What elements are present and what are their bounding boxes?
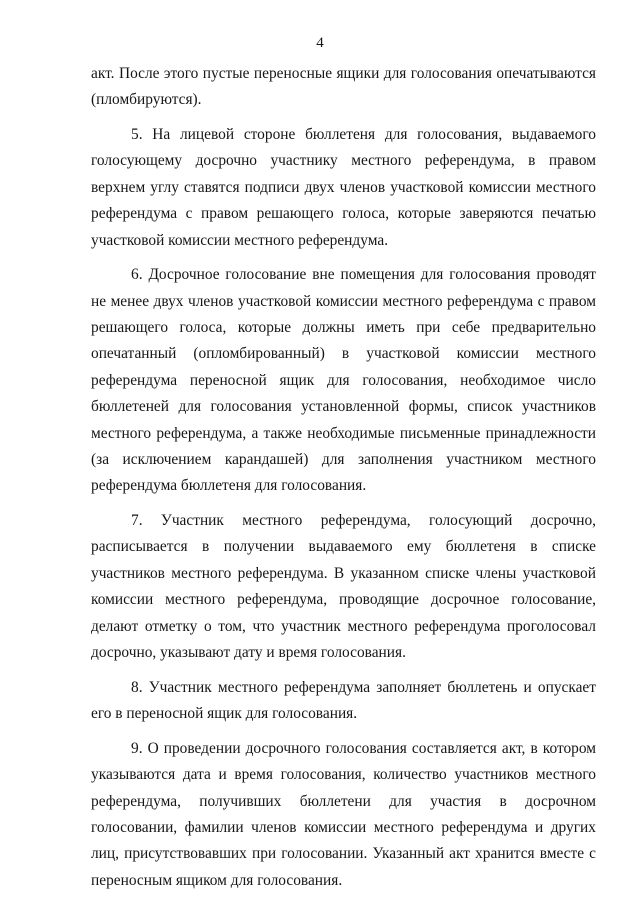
page-number: 4 (316, 35, 324, 51)
paragraph-continuation: акт. После этого пустые переносные ящики для голосования опечатываются (пломбируются). (91, 65, 596, 109)
paragraph-item-5: 5. На лицевой стороне бюллетеня для голосования, выдаваемого голосующему досрочно участнику местного референдума, в правом верхнем углу ставятся подписи двух членов участковой комиссии местного референдума с правом решающего голоса, которые заверяются печатью участковой комиссии местного референдума. (91, 126, 596, 249)
paragraph-item-9: 9. О проведении досрочного голосования составляется акт, в котором указываются дата и время голосования, количество участников местного референдума, получивших бюллетени для участия в досрочном голосовании, фамилии членов комиссии местного референдума и других лиц, присутствовавших при голосовании. Указанный акт хранится вместе с переносным ящиком для голосования. (91, 739, 596, 889)
paragraph-item-8: 8. Участник местного референдума заполняет бюллетень и опускает его в переносной ящик для голосования. (91, 678, 596, 723)
paragraph-item-6: 6. Досрочное голосование вне помещения для голосования проводят не менее двух членов участковой комиссии местного референдума с правом решающего голоса, которые должны иметь при себе предварительно опечатанный (опломбированный) в участковой комиссии местного референдума переносной ящик для голосования, необходимое число бюллетеней для голосования установленной формы, список участников местного референдума, а также необходимые письменные принадлежности (за исключением карандашей) для заполнения участником местного референдума бюллетеня для голосования. (91, 266, 596, 495)
paragraph-item-7: 7. Участник местного референдума, голосующий досрочно, расписывается в получении выдаваемого ему бюллетеня в списке участников местного референдума. В указанном списке члены участковой комиссии местного референдума, проводящие досрочное голосование, делают отметку о том, что участник местного референдума проголосовал досрочно, указывают дату и время голосования. (91, 512, 596, 662)
document-body (91, 61, 596, 902)
